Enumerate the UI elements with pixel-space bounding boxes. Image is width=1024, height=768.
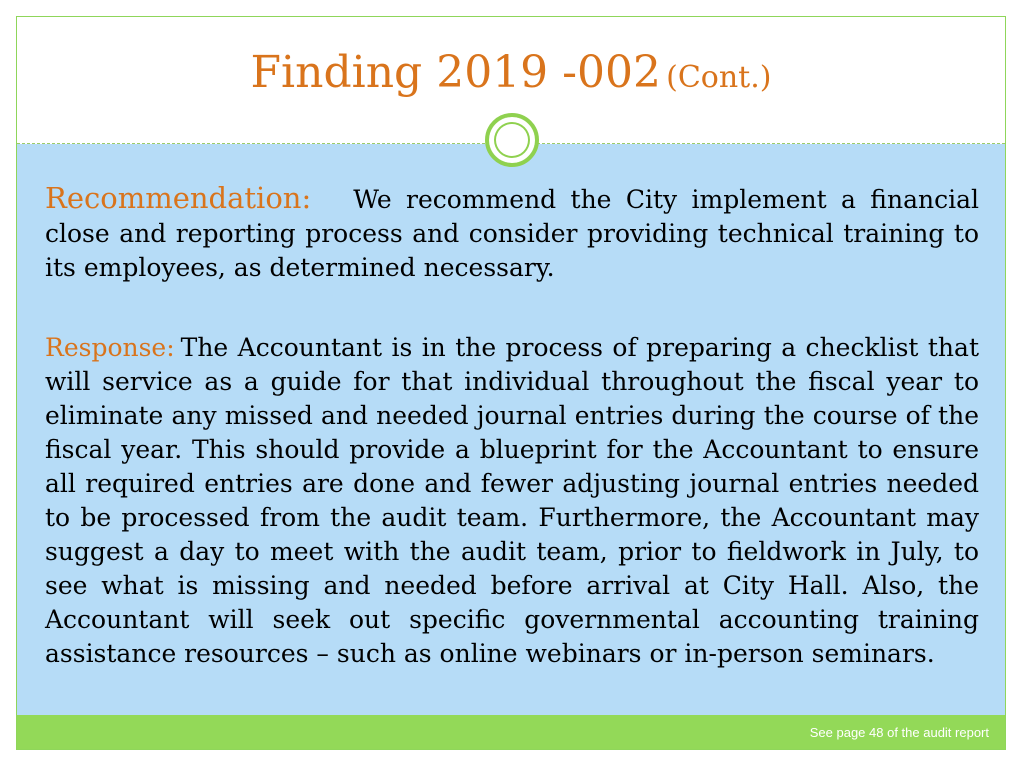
footer-bar — [17, 715, 1005, 749]
response-paragraph — [45, 331, 979, 671]
slide-title-suffix: (Cont.) — [666, 60, 772, 95]
double-ring-circle-icon — [485, 113, 539, 167]
slide — [16, 16, 1006, 750]
response-label: Response: — [45, 333, 175, 362]
slide-title-main: Finding 2019 -002 — [250, 47, 662, 98]
response-text: The Accountant is in the process of preparing a checklist that will service as a guide for that individual throughout the fiscal year to eliminate any missed and needed journal entries during the course of the fiscal year. This should provide a blueprint for the Accountant to ensure all required entries are done and fewer adjusting journal entries needed to be processed from the audit team. Furthermore, the Accountant may suggest a day to meet with the audit team, prior to fieldwork in July, to see what is missing and needed before arrival at City Hall. Also, the Accountant will seek out specific governmental accounting training assistance resources – such as online webinars or in-person seminars. — [45, 333, 979, 668]
slide-title — [17, 47, 1005, 98]
recommendation-text: We recommend the City implement a financial close and reporting process and consider providing technical training to its employees, as determined necessary. — [45, 185, 979, 282]
recommendation-label: Recommendation: — [45, 181, 312, 215]
footer-note: See page 48 of the audit report — [809, 725, 989, 740]
recommendation-paragraph — [45, 181, 979, 285]
